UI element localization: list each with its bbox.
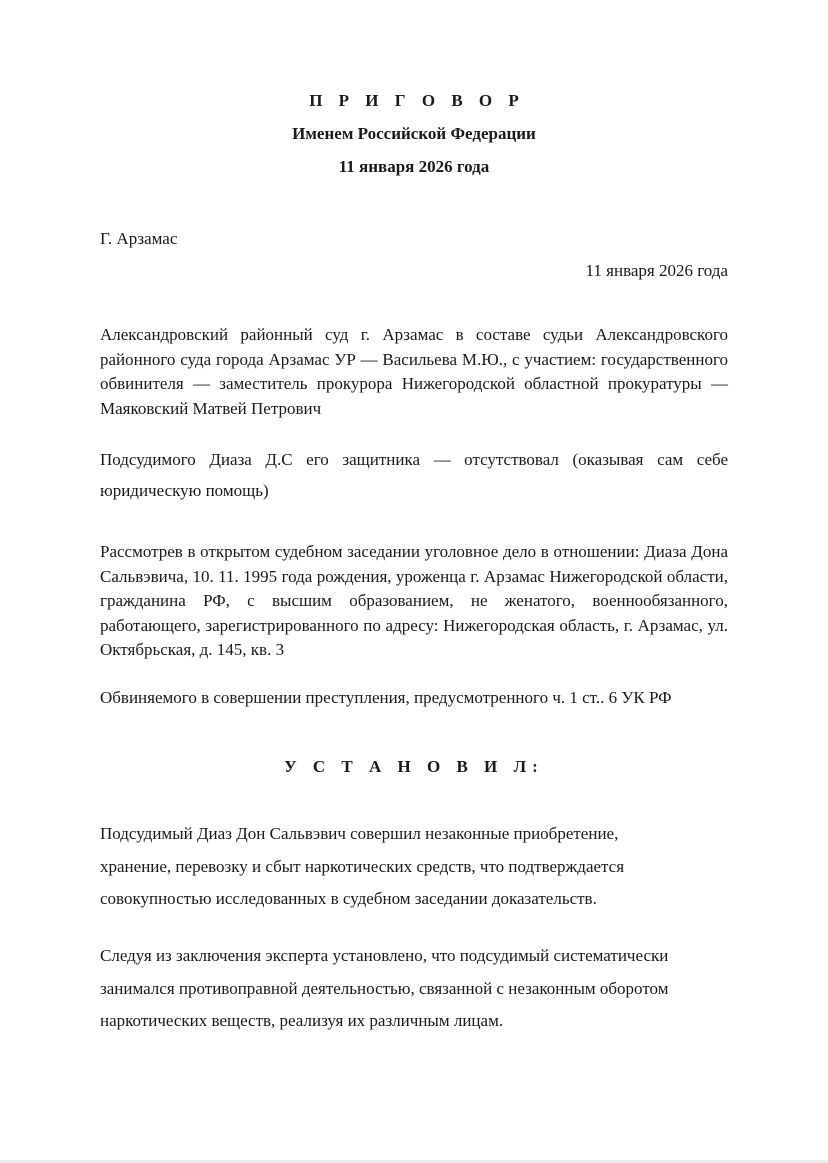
findings-line: совокупностью исследованных в судебном заседании доказательств. bbox=[100, 889, 597, 908]
header-date: 11 января 2026 года bbox=[338, 157, 490, 176]
court-composition-paragraph: Александровский районный суд г. Арзамас в составе судьи Александровского районного суда города Арзамас УР — Васильева М.Ю., с участием: государственного обвинителя — заместитель прокурора Нижегородской областной прокуратуры — Маяковский Матвей Петрович bbox=[100, 325, 728, 418]
case-details-paragraph: Рассмотрев в открытом судебном заседании уголовное дело в отношении: Диаза Дона Сальвэвича, 10. 11. 1995 года рождения, уроженца г. Арзамас Нижегородской области, гражданина РФ, с высшим образованием, не женатого, военнообязанного, работающего, зарегистрированного по адресу: Нижегородская область, г. Арзамас, ул. Октябрьская, д. 145, кв. 3 bbox=[100, 542, 728, 659]
document-title: П Р И Г О В О Р bbox=[309, 91, 525, 110]
charge-paragraph: Обвиняемого в совершении преступления, предусмотренного ч. 1 ст.. 6 УК РФ bbox=[100, 688, 672, 707]
document-subtitle: Именем Российской Федерации bbox=[292, 124, 536, 143]
date-line: 11 января 2026 года bbox=[585, 261, 728, 280]
expert-paragraph bbox=[100, 940, 728, 1038]
city-line: Г. Арзамас bbox=[100, 229, 178, 248]
section-heading: У С Т А Н О В И Л: bbox=[284, 757, 544, 776]
expert-line: наркотических веществ, реализуя их различным лицам. bbox=[100, 1011, 504, 1030]
findings-line: хранение, перевозку и сбыт наркотических средств, что подтверждается bbox=[100, 856, 625, 876]
findings-paragraph bbox=[100, 818, 728, 916]
expert-line: занимался противоправной деятельностью, связанной с незаконным оборотом bbox=[100, 978, 669, 998]
defendant-paragraph: Подсудимого Диаза Д.С его защитника — отсутствовал (оказывая сам себе юридическую помощь) bbox=[100, 450, 728, 500]
expert-line: Следуя из заключения эксперта установлено, что подсудимый систематически bbox=[100, 946, 669, 965]
findings-line: Подсудимый Диаз Дон Сальвэвич совершил незаконные приобретение, bbox=[100, 824, 619, 843]
